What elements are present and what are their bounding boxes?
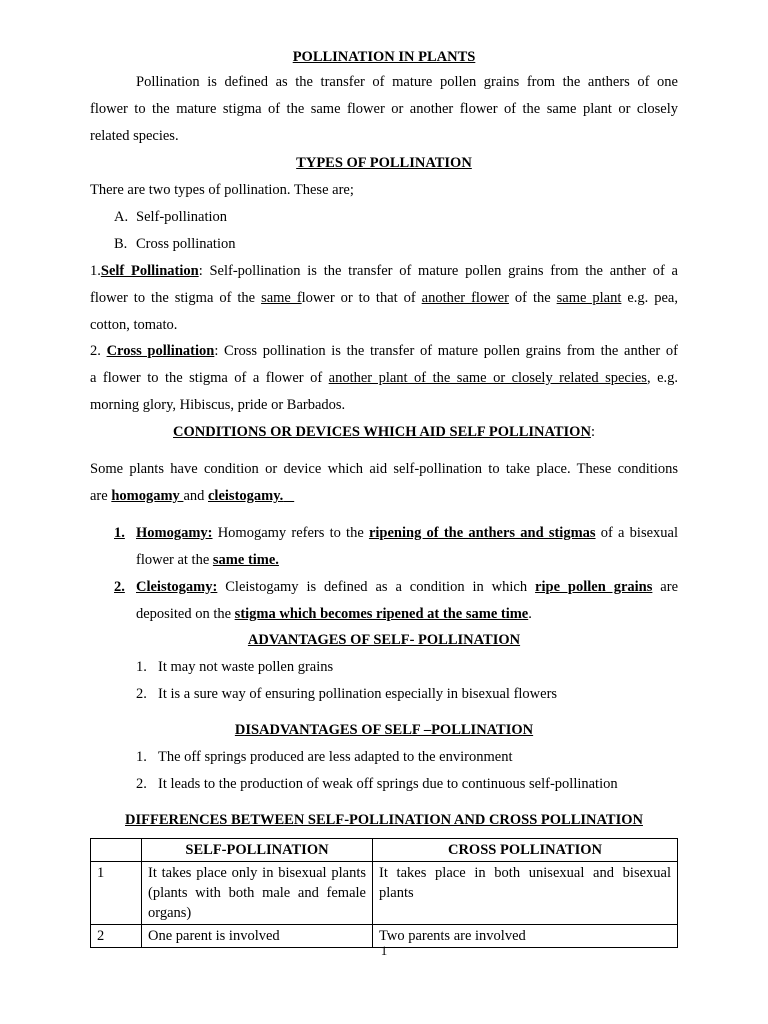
advantages-heading: ADVANTAGES OF SELF- POLLINATION — [247, 632, 521, 648]
conditions-line-1: Some plants have condition or device which aid self-pollination to take place. These conditions — [90, 461, 678, 477]
table-cell: One parent is involved — [142, 925, 373, 948]
types-list-item: B. Cross pollination — [114, 236, 236, 252]
cross-pollination-term: Cross pollination — [106, 343, 215, 359]
intro-line-2: flower to the mature stigma of the same flower or another flower of the same plant or closely — [90, 101, 678, 117]
page-title: POLLINATION IN PLANTS — [292, 49, 476, 65]
self-pollination-para-line-2: flower to the stigma of the same flower or to that of another flower of the same plant e.g. pea, — [90, 290, 678, 306]
disadvantages-item: 1. The off springs produced are less adapted to the environment — [136, 749, 513, 765]
self-pollination-para-line-3: cotton, tomato. — [90, 317, 178, 333]
intro-line-1: Pollination is defined as the transfer of mature pollen grains from the anthers of one — [136, 74, 678, 90]
table-header-row — [91, 839, 678, 862]
disadvantages-heading: DISADVANTAGES OF SELF –POLLINATION — [234, 722, 534, 738]
self-pollination-para-line-1: 1.Self Pollination: Self-pollination is the transfer of mature pollen grains from the anther of a — [90, 263, 678, 279]
cross-pollination-para-line-3: morning glory, Hibiscus, pride or Barbados. — [90, 397, 346, 413]
table-header-cell: SELF-POLLINATION — [142, 839, 373, 862]
table-cell: It takes place in both unisexual and bisexual plants — [373, 862, 678, 925]
conditions-heading: CONDITIONS OR DEVICES WHICH AID SELF POLLINATION: — [173, 424, 595, 440]
cleistogamy-item-cont: deposited on the stigma which becomes ripened at the same time. — [136, 606, 532, 622]
table-cell: 2 — [91, 925, 142, 948]
table-cell: 1 — [91, 862, 142, 925]
self-pollination-term: Self Pollination — [100, 263, 199, 279]
homogamy-item-cont: flower at the same time. — [136, 552, 279, 568]
conditions-line-2: are homogamy and cleistogamy. — [90, 488, 284, 504]
table-header-cell — [91, 839, 142, 862]
differences-heading: DIFFERENCES BETWEEN SELF-POLLINATION AND CROSS POLLINATION — [125, 812, 643, 828]
types-lead: There are two types of pollination. These are; — [90, 182, 354, 198]
advantages-item: 1. It may not waste pollen grains — [136, 659, 334, 675]
types-heading: TYPES OF POLLINATION — [296, 155, 472, 171]
page-number: 1 — [380, 943, 388, 958]
cross-pollination-para-line-1: 2. Cross pollination: Cross pollination is the transfer of mature pollen grains from the anther of — [90, 343, 679, 359]
table-cell: Two parents are involved — [373, 925, 678, 948]
cleistogamy-item: 2. Cleistogamy: Cleistogamy is defined as a condition in which ripe pollen grains are — [114, 579, 679, 595]
advantages-item: 2. It is a sure way of ensuring pollination especially in bisexual flowers — [136, 686, 558, 702]
intro-line-3: related species. — [90, 128, 179, 144]
table-cell: It takes place only in bisexual plants (plants with both male and female organs) — [142, 862, 373, 925]
differences-table — [90, 838, 678, 948]
homogamy-item: 1. Homogamy: Homogamy refers to the ripening of the anthers and stigmas of a bisexual — [114, 525, 678, 541]
table-row — [91, 862, 678, 925]
disadvantages-item: 2. It leads to the production of weak off springs due to continuous self-pollination — [136, 776, 618, 792]
cross-pollination-para-line-2: a flower to the stigma of a flower of another plant of the same or closely related species, e.g. — [90, 370, 679, 386]
types-list-item: A. Self-pollination — [114, 209, 228, 225]
table-header-cell: CROSS POLLINATION — [373, 839, 678, 862]
